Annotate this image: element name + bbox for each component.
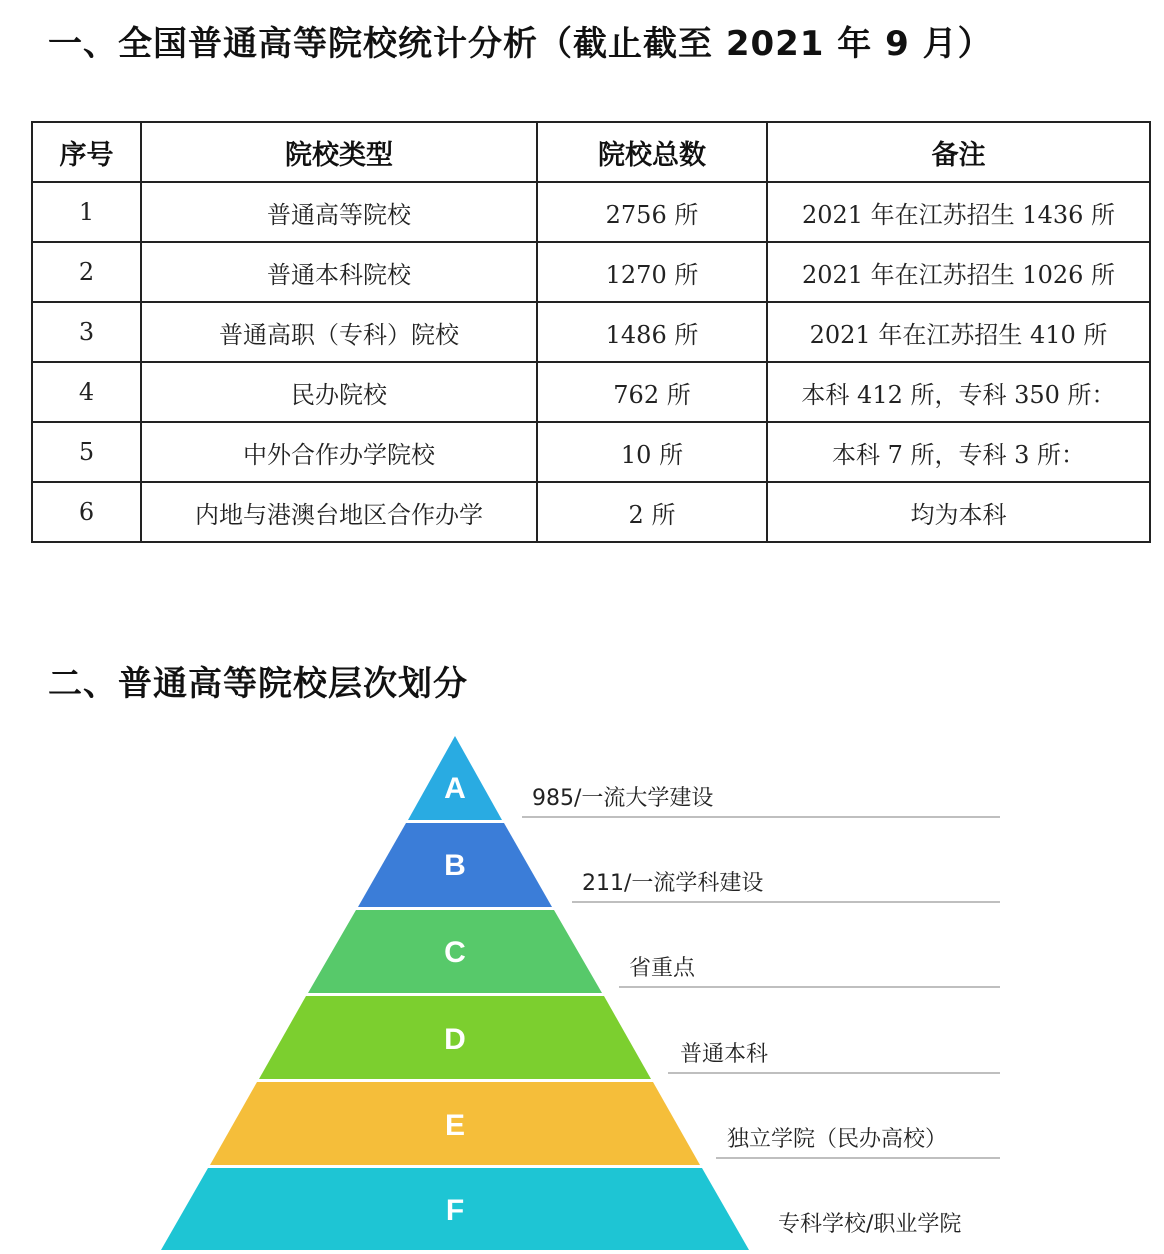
cell-index: 4 [32, 362, 141, 422]
tier-f-label: 专科学校/职业学院 [778, 1212, 962, 1237]
header-total: 院校总数 [537, 122, 767, 182]
cell-total: 1270 所 [537, 242, 767, 302]
section2-title: 二、普通高等院校层次划分 [48, 664, 468, 704]
tier-e-letter: E [444, 1109, 466, 1142]
cell-notes: 2021 年在江苏招生 1436 所 [767, 182, 1150, 242]
tier-c-label: 省重点 [629, 956, 696, 981]
cell-total: 2 所 [537, 482, 767, 542]
tier-b-letter: B [444, 849, 466, 882]
cell-index: 6 [32, 482, 141, 542]
tier-a-letter: A [444, 772, 466, 805]
cell-type: 内地与港澳台地区合作办学 [141, 482, 537, 542]
tier-f-letter: F [445, 1194, 465, 1227]
header-notes: 备注 [767, 122, 1150, 182]
table-row [32, 362, 1150, 422]
cell-notes: 均为本科 [767, 482, 1150, 542]
cell-total: 2756 所 [537, 182, 767, 242]
section1-title: 一、全国普通高等院校统计分析（截止截至 2021 年 9 月） [48, 24, 993, 64]
cell-total: 1486 所 [537, 302, 767, 362]
tier-b-label: 211/一流学科建设 [582, 871, 764, 896]
table-header-row [32, 122, 1150, 182]
tier-e-label: 独立学院（民办高校） [727, 1127, 948, 1152]
cell-total: 762 所 [537, 362, 767, 422]
cell-type: 普通高等院校 [141, 182, 537, 242]
header-type: 院校类型 [141, 122, 537, 182]
tier-a-label: 985/一流大学建设 [532, 786, 714, 811]
cell-index: 1 [32, 182, 141, 242]
table-row [32, 182, 1150, 242]
college-stats-table [31, 121, 1151, 543]
table-row [32, 302, 1150, 362]
cell-notes: 2021 年在江苏招生 410 所 [767, 302, 1150, 362]
tier-d-letter: D [444, 1023, 466, 1056]
table-row [32, 242, 1150, 302]
tier-d-label: 普通本科 [680, 1042, 769, 1067]
cell-type: 民办院校 [141, 362, 537, 422]
cell-index: 2 [32, 242, 141, 302]
cell-index: 5 [32, 422, 141, 482]
cell-notes: 本科 7 所，专科 3 所： [767, 422, 1150, 482]
tier-pyramid-diagram [0, 720, 1164, 1254]
header-index: 序号 [32, 122, 141, 182]
table-row [32, 482, 1150, 542]
cell-type: 中外合作办学院校 [141, 422, 537, 482]
table-row [32, 422, 1150, 482]
cell-total: 10 所 [537, 422, 767, 482]
cell-index: 3 [32, 302, 141, 362]
cell-notes: 本科 412 所，专科 350 所： [767, 362, 1150, 422]
tier-c-letter: C [444, 936, 466, 969]
cell-type: 普通本科院校 [141, 242, 537, 302]
cell-type: 普通高职（专科）院校 [141, 302, 537, 362]
cell-notes: 2021 年在江苏招生 1026 所 [767, 242, 1150, 302]
